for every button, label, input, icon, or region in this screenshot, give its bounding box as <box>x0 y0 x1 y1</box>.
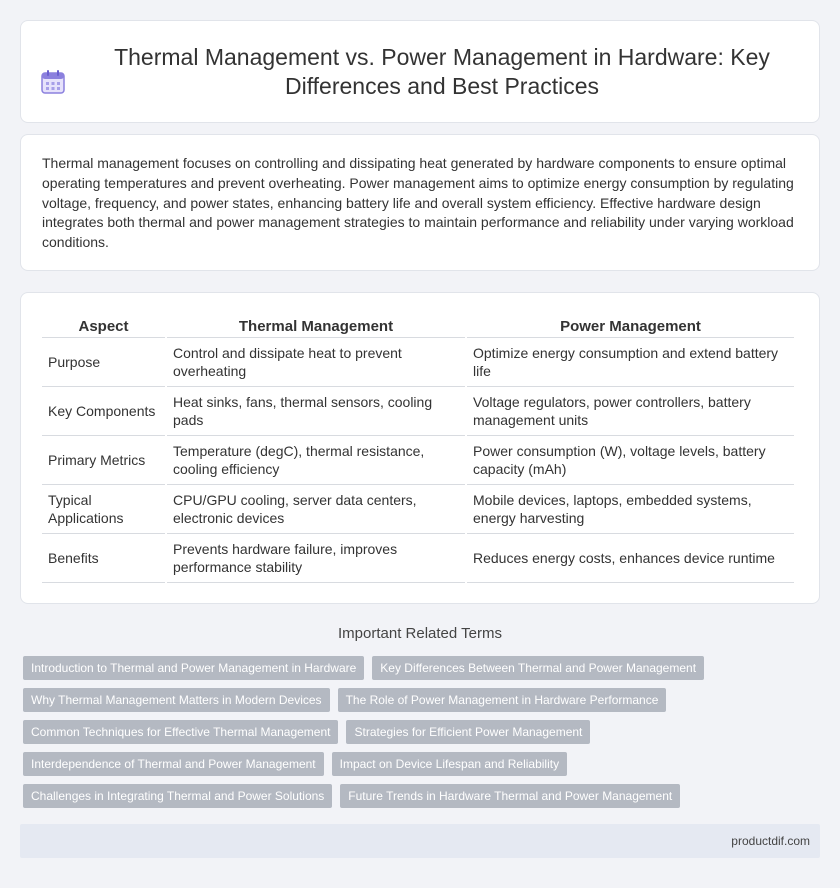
cell-power: Mobile devices, laptops, embedded systems, energy harvesting <box>467 485 794 534</box>
table-row <box>42 387 794 436</box>
related-term-tag[interactable]: Interdependence of Thermal and Power Management <box>23 752 324 776</box>
related-terms-title: Important Related Terms <box>338 625 502 642</box>
footer-site-link[interactable]: productdif.com <box>731 834 810 848</box>
table-header-row <box>42 313 794 338</box>
cell-thermal: Heat sinks, fans, thermal sensors, cooling pads <box>167 387 465 436</box>
cell-aspect: Benefits <box>42 534 165 583</box>
cell-power: Voltage regulators, power controllers, battery management units <box>467 387 794 436</box>
header-power: Power Management <box>467 313 794 338</box>
cell-thermal: Prevents hardware failure, improves performance stability <box>167 534 465 583</box>
related-terms-list <box>23 656 723 816</box>
cell-power: Optimize energy consumption and extend battery life <box>467 338 794 387</box>
comparison-card <box>20 292 820 604</box>
related-term-tag[interactable]: Introduction to Thermal and Power Management in Hardware <box>23 656 364 680</box>
table-row <box>42 485 794 534</box>
cell-aspect: Typical Applications <box>42 485 165 534</box>
cell-thermal: Temperature (degC), thermal resistance, cooling efficiency <box>167 436 465 485</box>
related-term-tag[interactable]: The Role of Power Management in Hardware Performance <box>338 688 667 712</box>
calendar-icon <box>40 69 66 95</box>
related-term-tag[interactable]: Common Techniques for Effective Thermal Management <box>23 720 338 744</box>
intro-paragraph: Thermal management focuses on controlling and dissipating heat generated by hardware components to ensure optimal operating temperatures and prevent overheating. Power management aims to optimize energy consumption by regulating voltage, frequency, and power states, enhancing battery life and overall system efficiency. Effective hardware design integrates both thermal and power management strategies to maintain performance and reliability under varying workload conditions. <box>42 155 794 251</box>
cell-aspect: Purpose <box>42 338 165 387</box>
cell-power: Power consumption (W), voltage levels, battery capacity (mAh) <box>467 436 794 485</box>
related-term-tag[interactable]: Challenges in Integrating Thermal and Power Solutions <box>23 784 332 808</box>
table-row <box>42 436 794 485</box>
cell-thermal: Control and dissipate heat to prevent overheating <box>167 338 465 387</box>
page-title: Thermal Management vs. Power Management in Hardware: Key Differences and Best Practices <box>114 43 770 99</box>
related-term-tag[interactable]: Impact on Device Lifespan and Reliability <box>332 752 567 776</box>
cell-aspect: Primary Metrics <box>42 436 165 485</box>
comparison-table <box>40 313 796 583</box>
table-row <box>42 338 794 387</box>
footer-bar <box>20 824 820 858</box>
cell-thermal: CPU/GPU cooling, server data centers, electronic devices <box>167 485 465 534</box>
cell-aspect: Key Components <box>42 387 165 436</box>
header-card <box>20 20 820 123</box>
related-term-tag[interactable]: Why Thermal Management Matters in Modern Devices <box>23 688 330 712</box>
cell-power: Reduces energy costs, enhances device runtime <box>467 534 794 583</box>
related-term-tag[interactable]: Key Differences Between Thermal and Power Management <box>372 656 704 680</box>
related-term-tag[interactable]: Strategies for Efficient Power Management <box>346 720 590 744</box>
header-aspect: Aspect <box>42 313 165 338</box>
table-row <box>42 534 794 583</box>
header-thermal: Thermal Management <box>167 313 465 338</box>
related-term-tag[interactable]: Future Trends in Hardware Thermal and Power Management <box>340 784 680 808</box>
intro-card <box>20 134 820 271</box>
